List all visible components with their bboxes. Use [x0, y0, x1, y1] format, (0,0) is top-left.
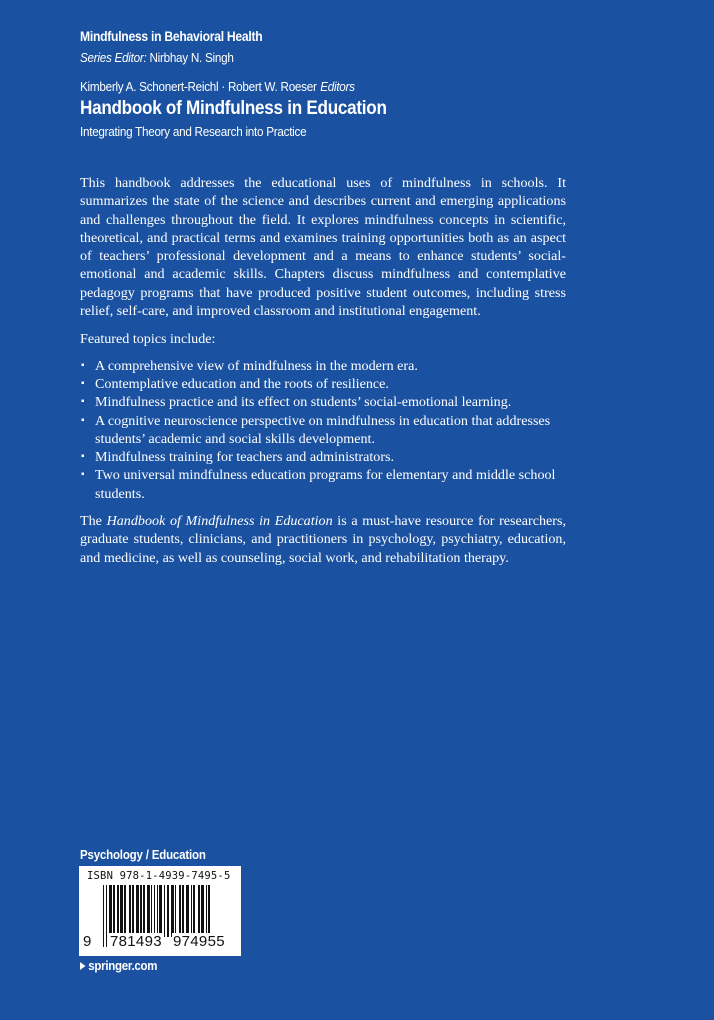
- topic-item: ▪ Mindfulness training for teachers and administrators.: [81, 449, 395, 466]
- series-editor-label: Series Editor:: [80, 50, 147, 65]
- closing-book-title: Handbook of Mindfulness in Education: [106, 513, 333, 530]
- bullet-icon: ▪: [81, 451, 85, 463]
- bullet-icon: ▪: [81, 414, 85, 426]
- editor-names: Kimberly A. Schonert-Reichl · Robert W. Roeser: [80, 79, 317, 94]
- editors-role: Editors: [320, 79, 355, 94]
- subject-category: Psychology / Education: [80, 848, 206, 862]
- featured-topics-heading: Featured topics include:: [80, 331, 216, 348]
- description: [80, 174, 566, 567]
- triangle-right-icon: [80, 962, 86, 970]
- description-intro: This handbook addresses the educational uses of mindfulness in schools. It summarizes the state of the science and describes current and emerging applications and challenges throughout the field. It explores mindfulness concepts in scientific, theoretical, and practical terms and examines training opportunities both as an aspect of teachers’ professional development and a means to enhance students’ social-emotional and academic skills. Chapters discuss mindfulness and contemplative pedagogy programs that have produced positive student outcomes, including stress relief, self-care, and improved classroom and institutional engagement.: [80, 175, 566, 320]
- series-editor: [80, 50, 234, 65]
- series-editor-name: Nirbhay N. Singh: [149, 50, 234, 65]
- description-closing: The Handbook of Mindfulness in Education is a must-have resource for researchers, graduate students, clinicians, and practitioners in psychology, psychiatry, education, and medicine, as well as counseling, social work, and rehabilitation therapy.: [80, 513, 566, 566]
- book-editors: [80, 79, 355, 94]
- topic-item: ▪ Contemplative education and the roots of resilience.: [81, 375, 389, 392]
- bullet-icon: ▪: [81, 396, 85, 408]
- featured-topics-list: [80, 357, 566, 503]
- topic-item: ▪ A comprehensive view of mindfulness in the modern era.: [81, 357, 418, 374]
- isbn-label: ISBN 978-1-4939-7495-5: [87, 870, 231, 882]
- book-subtitle: Integrating Theory and Research into Practice: [80, 124, 307, 139]
- bullet-icon: ▪: [81, 377, 85, 389]
- bullet-icon: ▪: [81, 469, 85, 481]
- topic-item: ▪ Two universal mindfulness education programs for elementary and middle school students.: [81, 467, 556, 502]
- publisher-link[interactable]: [80, 959, 157, 973]
- series-title: Mindfulness in Behavioral Health: [80, 29, 263, 44]
- topic-item: ▪ A cognitive neuroscience perspective on mindfulness in education that addresses students’ academic and social skills development.: [81, 412, 551, 447]
- publisher-link-label: springer.com: [88, 959, 158, 973]
- isbn-barcode: ISBN 978-1-4939-7495-5 9 781493 974955: [79, 866, 241, 956]
- topic-item: ▪ Mindfulness practice and its effect on students’ social-emotional learning.: [81, 394, 512, 411]
- book-title: Handbook of Mindfulness in Education: [80, 98, 387, 119]
- bullet-icon: ▪: [81, 359, 85, 371]
